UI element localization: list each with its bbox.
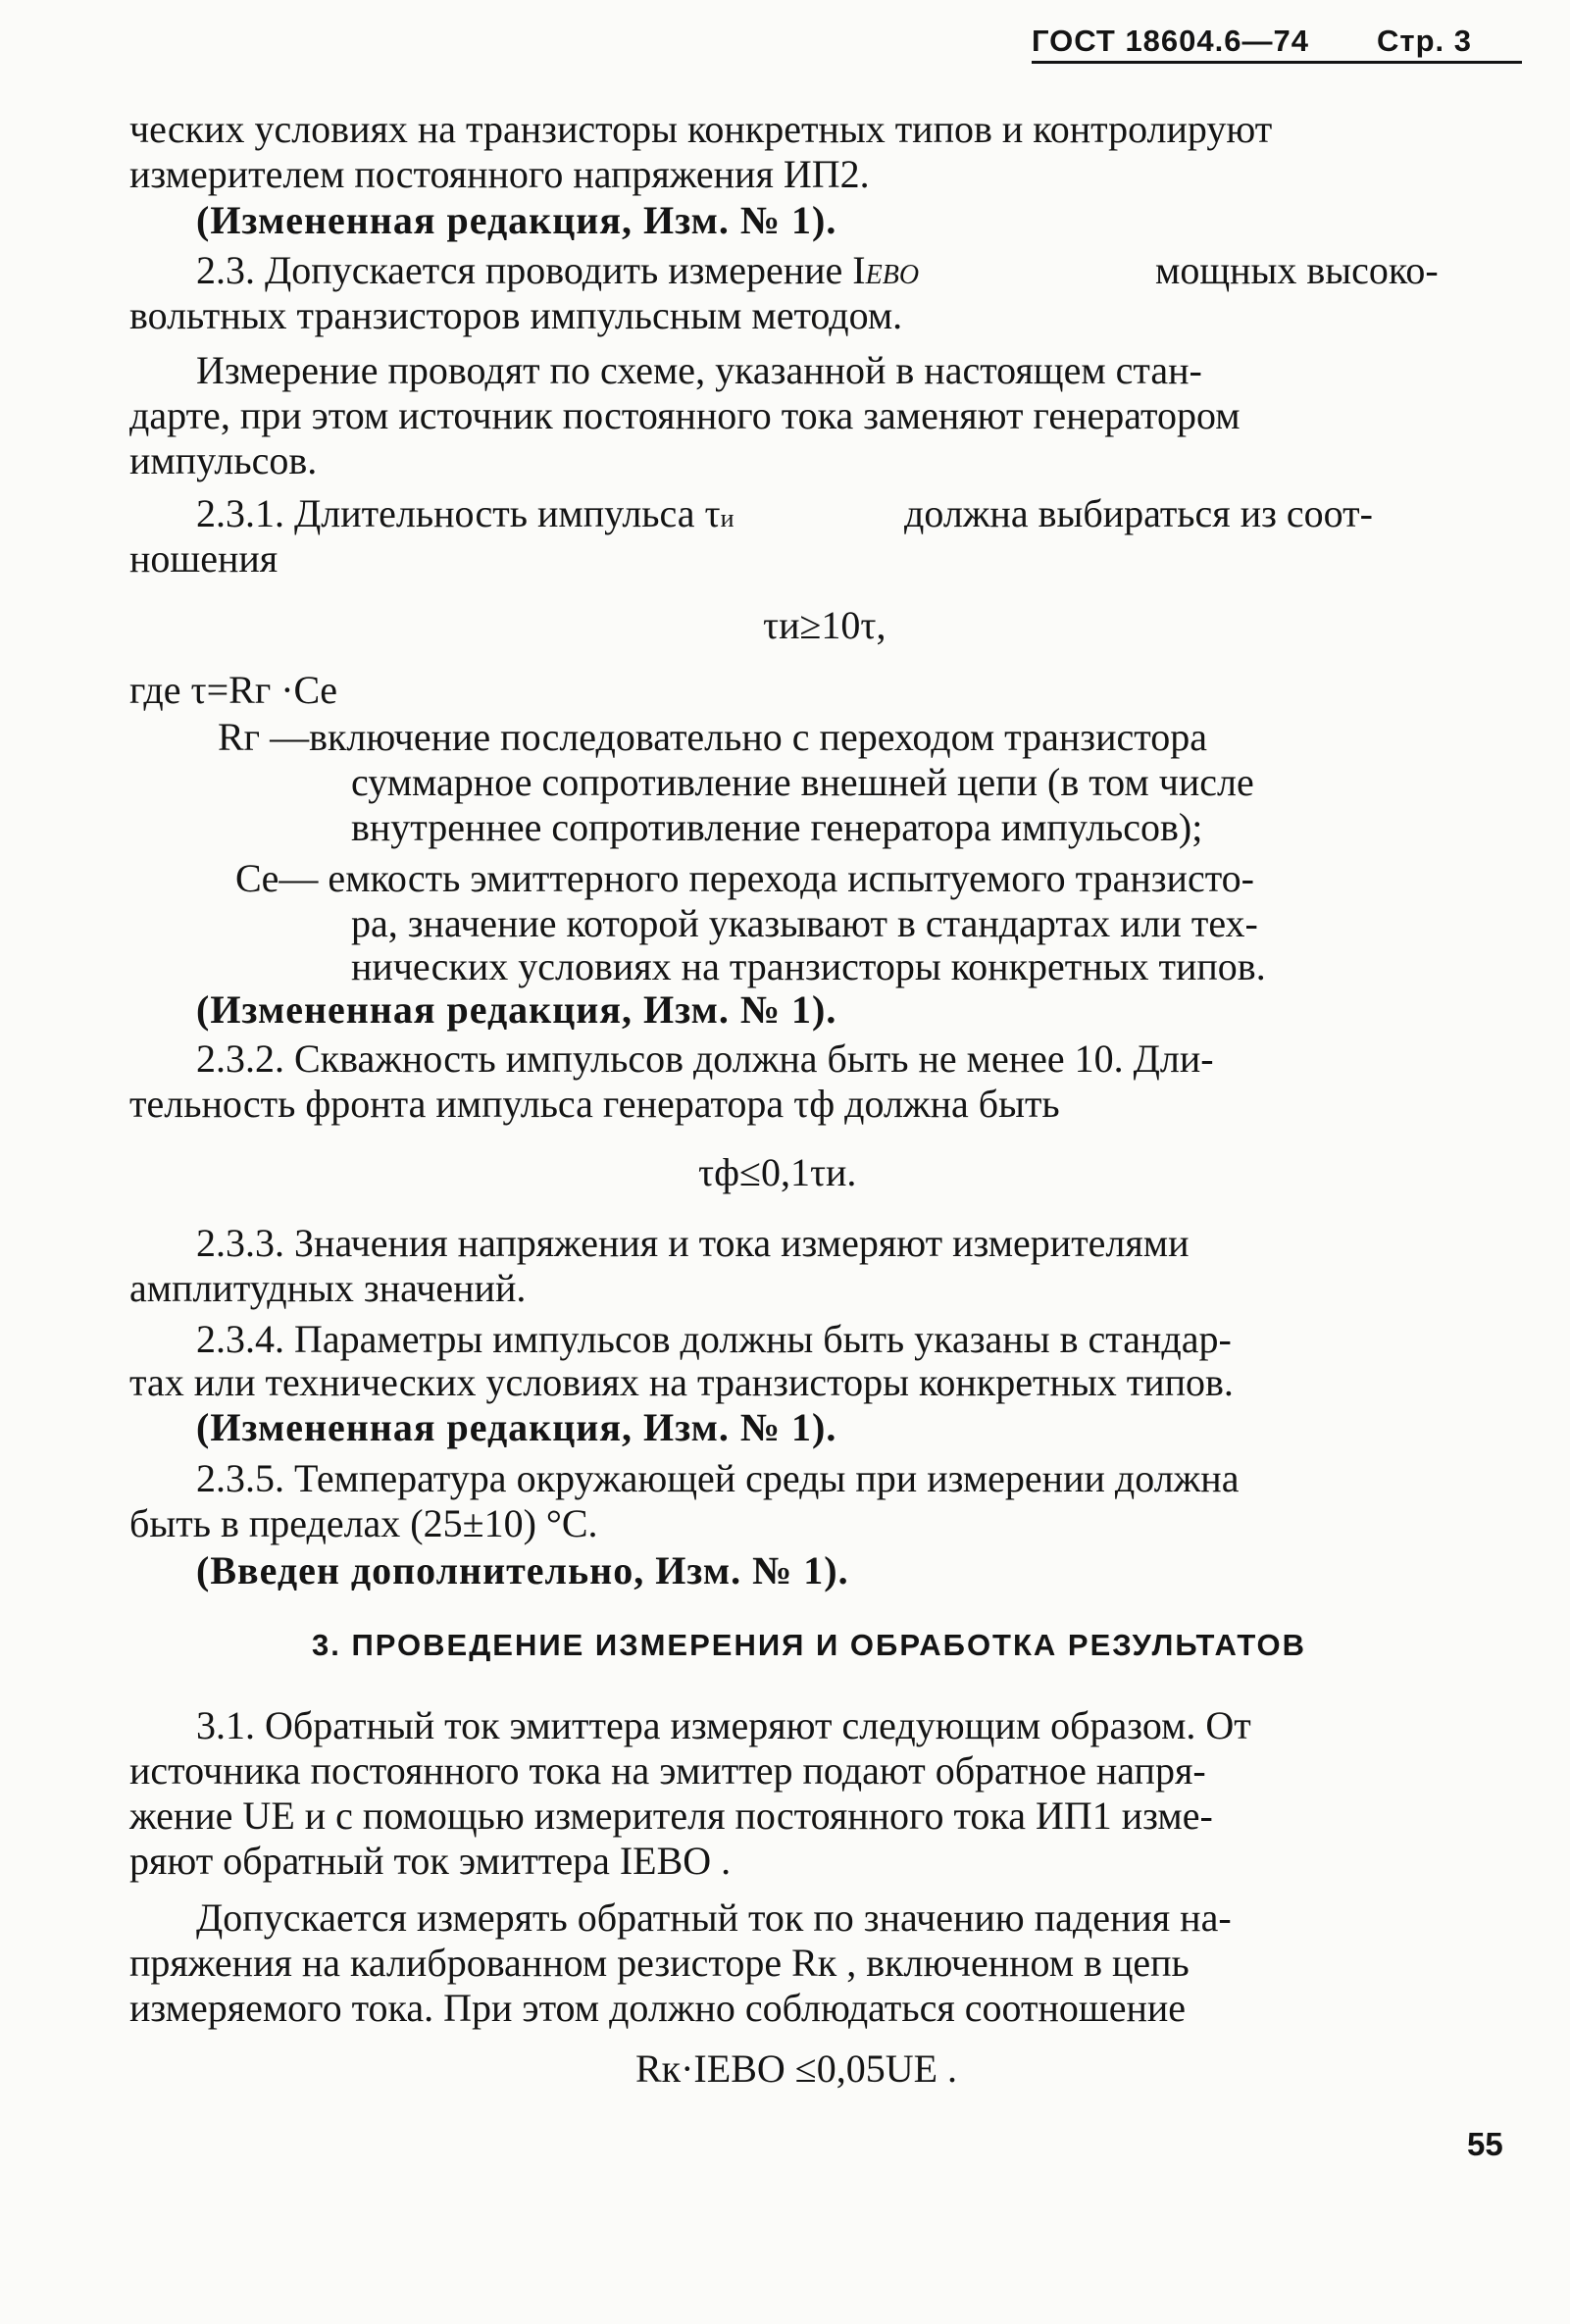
text-line: импульсов. [129,438,318,482]
page-number: 55 [1467,2126,1503,2162]
formula: τф≤0,1τи. [698,1150,857,1194]
text-line: 2.3.5. Температура окружающей среды при измерении должна [196,1456,1240,1500]
text-line-tail: должна выбираться из соот- [904,491,1373,535]
page-label: Стр. 3 [1377,24,1472,58]
text-line: быть в пределах (25±10) °С. [129,1501,598,1545]
text-line: амплитудных значений. [129,1266,527,1310]
text-line: пряжения на калиброванном резисторе Rк , включенном в цепь [129,1941,1190,1985]
header-rule [1032,61,1522,64]
text-line: 2.3.3. Значения напряжения и тока измеряют измерителями [196,1221,1190,1265]
text-line: источника постоянного тока на эмиттер подают обратное напря- [129,1748,1206,1793]
text-line: Допускается измерять обратный ток по значению падения на- [196,1895,1232,1940]
text-line: 3.1. Обратный ток эмиттера измеряют следующим образом. От [196,1703,1251,1747]
page-header [1032,10,1522,65]
definition-line: ра, значение которой указывают в стандартах или тех- [351,901,1258,945]
definition-line: нических условиях на транзисторы конкретных типов. [351,944,1266,988]
standard-number: ГОСТ 18604.6—74 [1032,24,1309,58]
text-line: ношения [129,536,279,581]
definition-line: Rг —включение последовательно с переходом транзистора [218,715,1207,759]
amendment-note: (Измененная редакция, Изм. № 1). [196,987,837,1032]
subscript-symbol: EBO [865,260,920,290]
definition-line: внутреннее сопротивление генератора импульсов); [351,805,1203,849]
subscript-symbol: и [720,504,734,532]
definition-line: суммарное сопротивление внешней цепи (в том числе [351,760,1254,804]
formula: τи≥10τ, [763,603,886,647]
section-heading: 3. ПРОВЕДЕНИЕ ИЗМЕРЕНИЯ И ОБРАБОТКА РЕЗУЛЬТАТОВ [312,1628,1306,1662]
text-segment: 2.3.1. Длительность импульса τ [196,491,721,535]
amendment-note: (Измененная редакция, Изм. № 1). [196,1405,837,1449]
amendment-note: (Измененная редакция, Изм. № 1). [196,198,837,242]
text-line: измерителем постоянного напряжения ИП2. [129,152,870,196]
definition-line: Cе— емкость эмиттерного перехода испытуемого транзисто- [235,856,1254,900]
text-segment: 2.3. Допускается проводить измерение I [196,248,866,292]
text-line: ческих условиях на транзисторы конкретных типов и контролируют [129,107,1273,151]
text-line-tail: мощных высоко- [1155,248,1439,292]
text-line: 2.3.2. Скважность импульсов должна быть не менее 10. Дли- [196,1036,1214,1081]
text-line: жение UE и с помощью измерителя постоянного тока ИП1 изме- [129,1794,1213,1838]
text-line: ряют обратный ток эмиттера IEBO . [129,1839,732,1883]
text-line: Измерение проводят по схеме, указанной в настоящем стан- [196,348,1202,392]
formula: Rк·IEBO ≤0,05UE . [635,2046,958,2091]
text-line: тельность фронта импульса генератора τф должна быть [129,1082,1060,1126]
text-line: 2.3.4. Параметры импульсов должны быть указаны в стандар- [196,1317,1232,1361]
text-line: тах или технических условиях на транзисторы конкретных типов. [129,1360,1234,1404]
text-line: измеряемого тока. При этом должно соблюдаться соотношение [129,1986,1187,2030]
text-line: дарте, при этом источник постоянного тока заменяют генератором [129,393,1241,437]
amendment-note: (Введен дополнительно, Изм. № 1). [196,1548,849,1592]
text-line: вольтных транзисторов импульсным методом. [129,293,903,337]
text-line: где τ=Rг ·Cе [129,668,337,712]
